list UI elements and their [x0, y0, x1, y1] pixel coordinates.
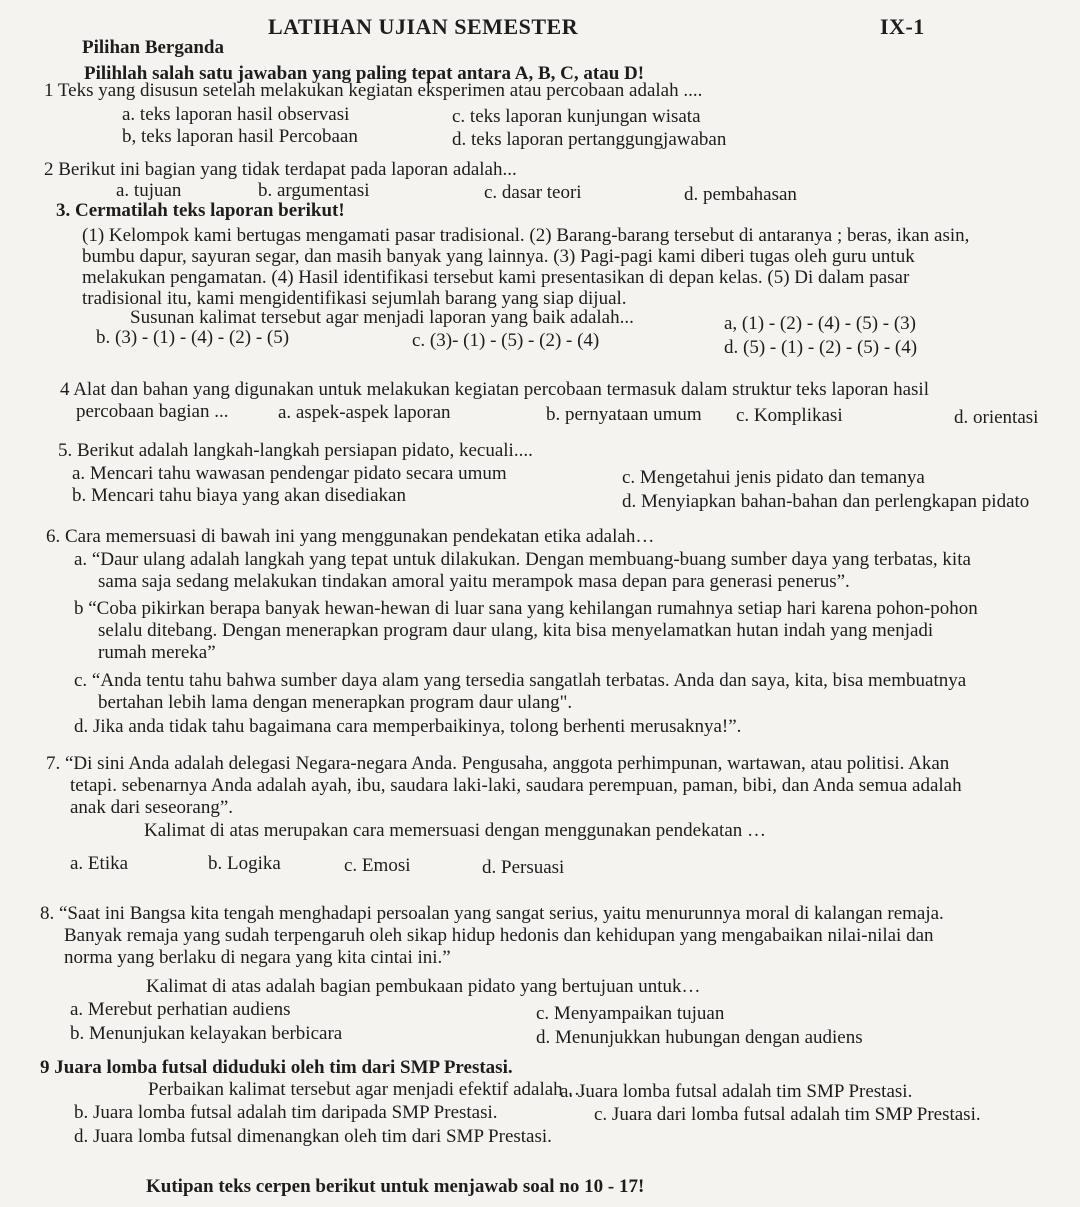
option-a[interactable]: a. teks laporan hasil observasi	[122, 104, 350, 125]
option-c[interactable]: c. Komplikasi	[736, 405, 843, 426]
question-prompt: Perbaikan kalimat tersebut agar menjadi efektif adalah …	[148, 1079, 587, 1100]
question-stem-continued: Banyak remaja yang sudah terpengaruh oleh sikap hidup hedonis dan kehidupan yang mengabaikan nilai-nilai dan	[64, 925, 934, 946]
option-b[interactable]: b. Menunjukan kelayakan berbicara	[70, 1023, 343, 1044]
option-a[interactable]: a. tujuan	[116, 180, 182, 201]
instruction: Pilihlah salah satu jawaban yang paling tepat antara A, B, C, atau D!	[84, 63, 645, 84]
option-c[interactable]: c. dasar teori	[484, 182, 582, 203]
question-stem: 6. Cara memersuasi di bawah ini yang menggunakan pendekatan etika adalah…	[46, 526, 655, 547]
option-b[interactable]: b. pernyataan umum	[546, 404, 702, 425]
option-a[interactable]: a. Merebut perhatian audiens	[70, 999, 291, 1020]
passage-line: (1) Kelompok kami bertugas mengamati pasar tradisional. (2) Barang-barang tersebut di antaranya ; beras, ikan asin,	[82, 225, 970, 246]
question-stem: 1 Teks yang disusun setelah melakukan kegiatan eksperimen atau percobaan adalah ....	[44, 80, 703, 101]
option-d[interactable]: d. (5) - (1) - (2) - (5) - (4)	[724, 337, 918, 358]
option-c[interactable]: c. Menyampaikan tujuan	[536, 1003, 725, 1024]
question-stem-continued: norma yang berlaku di negara yang kita cintai ini.”	[64, 947, 451, 968]
class-label: IX-1	[880, 14, 925, 39]
question-prompt: Kalimat di atas adalah bagian pembukaan pidato yang bertujuan untuk…	[146, 976, 701, 997]
question-stem: 4 Alat dan bahan yang digunakan untuk melakukan kegiatan percobaan termasuk dalam struktur teks laporan hasil	[60, 379, 929, 400]
section-heading: Pilihan Berganda	[82, 37, 224, 58]
question-stem-continued: tetapi. sebenarnya Anda adalah ayah, ibu, saudara laki-laki, saudara perempuan, paman, bibi, dan Anda semua adalah	[70, 775, 962, 796]
option-b[interactable]: b “Coba pikirkan berapa banyak hewan-hewan di luar sana yang kehilangan rumahnya setiap hari karena pohon-pohon	[74, 598, 978, 619]
option-a[interactable]: a. “Daur ulang adalah langkah yang tepat untuk dilakukan. Dengan membuang-buang sumber daya yang terbatas, kita	[74, 549, 971, 570]
question-stem: 8. “Saat ini Bangsa kita tengah menghadapi persoalan yang sangat serius, yaitu menurunnya moral di kalangan remaja.	[40, 903, 944, 924]
question-stem: 3. Cermatilah teks laporan berikut!	[56, 200, 345, 221]
option-d[interactable]: d. orientasi	[954, 407, 1039, 428]
question-stem: 7. “Di sini Anda adalah delegasi Negara-negara Anda. Pengusaha, anggota perhimpunan, wartawan, atau politisi. Akan	[46, 753, 950, 774]
option-a[interactable]: a. Etika	[70, 853, 129, 874]
question-stem: 5. Berikut adalah langkah-langkah persiapan pidato, kecuali....	[58, 440, 533, 461]
option-c[interactable]: c. teks laporan kunjungan wisata	[452, 106, 701, 127]
passage-line: melakukan pengamatan. (4) Hasil identifikasi tersebut kami presentasikan di depan kelas. (5) Di dalam pasar	[82, 267, 910, 288]
option-b[interactable]: b. Logika	[208, 853, 281, 874]
option-d[interactable]: d. Jika anda tidak tahu bagaimana cara memperbaikinya, tolong berhenti merusaknya!”.	[74, 716, 742, 737]
option-d[interactable]: d. Persuasi	[482, 857, 565, 878]
question-stem: 2 Berikut ini bagian yang tidak terdapat pada laporan adalah...	[44, 159, 517, 180]
option-d[interactable]: d. Juara lomba futsal dimenangkan oleh tim dari SMP Prestasi.	[74, 1126, 552, 1147]
option-c[interactable]: c. “Anda tentu tahu bahwa sumber daya alam yang tersedia sangatlah terbatas. Anda dan saya, kita, bisa membuatnya	[74, 670, 967, 691]
option-d[interactable]: d. Menunjukkan hubungan dengan audiens	[536, 1027, 863, 1048]
question-prompt: Susunan kalimat tersebut agar menjadi laporan yang baik adalah...	[130, 307, 634, 328]
question-stem: 9 Juara lomba futsal diduduki oleh tim dari SMP Prestasi.	[40, 1057, 513, 1078]
option-a[interactable]: a. aspek-aspek laporan	[278, 402, 451, 423]
option-b-continued[interactable]: selalu ditebang. Dengan menerapkan program daur ulang, kita bisa menyelamatkan hutan indah yang menjadi	[98, 620, 934, 641]
option-b[interactable]: b. Mencari tahu biaya yang akan disediakan	[72, 485, 406, 506]
option-c[interactable]: c. Emosi	[344, 855, 411, 876]
passage-line: bumbu dapur, sayuran segar, dan masih banyak yang lainnya. (3) Pagi-pagi kami diberi tugas oleh guru untuk	[82, 246, 915, 267]
question-stem-continued: anak dari seseorang”.	[70, 797, 234, 818]
option-d[interactable]: d. teks laporan pertanggungjawaban	[452, 129, 727, 150]
option-c[interactable]: c. Mengetahui jenis pidato dan temanya	[622, 467, 925, 488]
option-b[interactable]: b. Juara lomba futsal adalah tim daripada SMP Prestasi.	[74, 1102, 498, 1123]
option-a[interactable]: a. Mencari tahu wawasan pendengar pidato secara umum	[72, 463, 507, 484]
option-b[interactable]: b. argumentasi	[258, 180, 370, 201]
option-c-continued[interactable]: bertahan lebih lama dengan menerapkan program daur ulang".	[98, 692, 573, 713]
passage-line: tradisional itu, kami mengidentifikasi sejumlah barang yang siap dijual.	[82, 288, 627, 309]
option-a[interactable]: a, (1) - (2) - (4) - (5) - (3)	[724, 313, 917, 334]
option-b[interactable]: b, teks laporan hasil Percobaan	[122, 126, 358, 147]
option-b[interactable]: b. (3) - (1) - (4) - (2) - (5)	[96, 327, 290, 348]
question-stem-continued: percobaan bagian ...	[76, 401, 229, 422]
passage-section-heading: Kutipan teks cerpen berikut untuk menjawab soal no 10 - 17!	[146, 1176, 645, 1197]
option-d[interactable]: d. pembahasan	[684, 184, 797, 205]
question-prompt: Kalimat di atas merupakan cara memersuasi dengan menggunakan pendekatan …	[144, 820, 767, 841]
option-d[interactable]: d. Menyiapkan bahan-bahan dan perlengkapan pidato	[622, 491, 1030, 512]
option-c[interactable]: c. Juara dari lomba futsal adalah tim SMP Prestasi.	[594, 1104, 981, 1125]
option-b-continued[interactable]: rumah mereka”	[98, 642, 216, 663]
option-a[interactable]: a. Juara lomba futsal adalah tim SMP Prestasi.	[560, 1081, 913, 1102]
page-title: LATIHAN UJIAN SEMESTER	[268, 14, 579, 39]
option-c[interactable]: c. (3)- (1) - (5) - (2) - (4)	[412, 330, 600, 351]
option-a-continued[interactable]: sama saja sedang melakukan tindakan amoral yaitu merampok masa depan para generasi penerus”.	[98, 571, 850, 592]
